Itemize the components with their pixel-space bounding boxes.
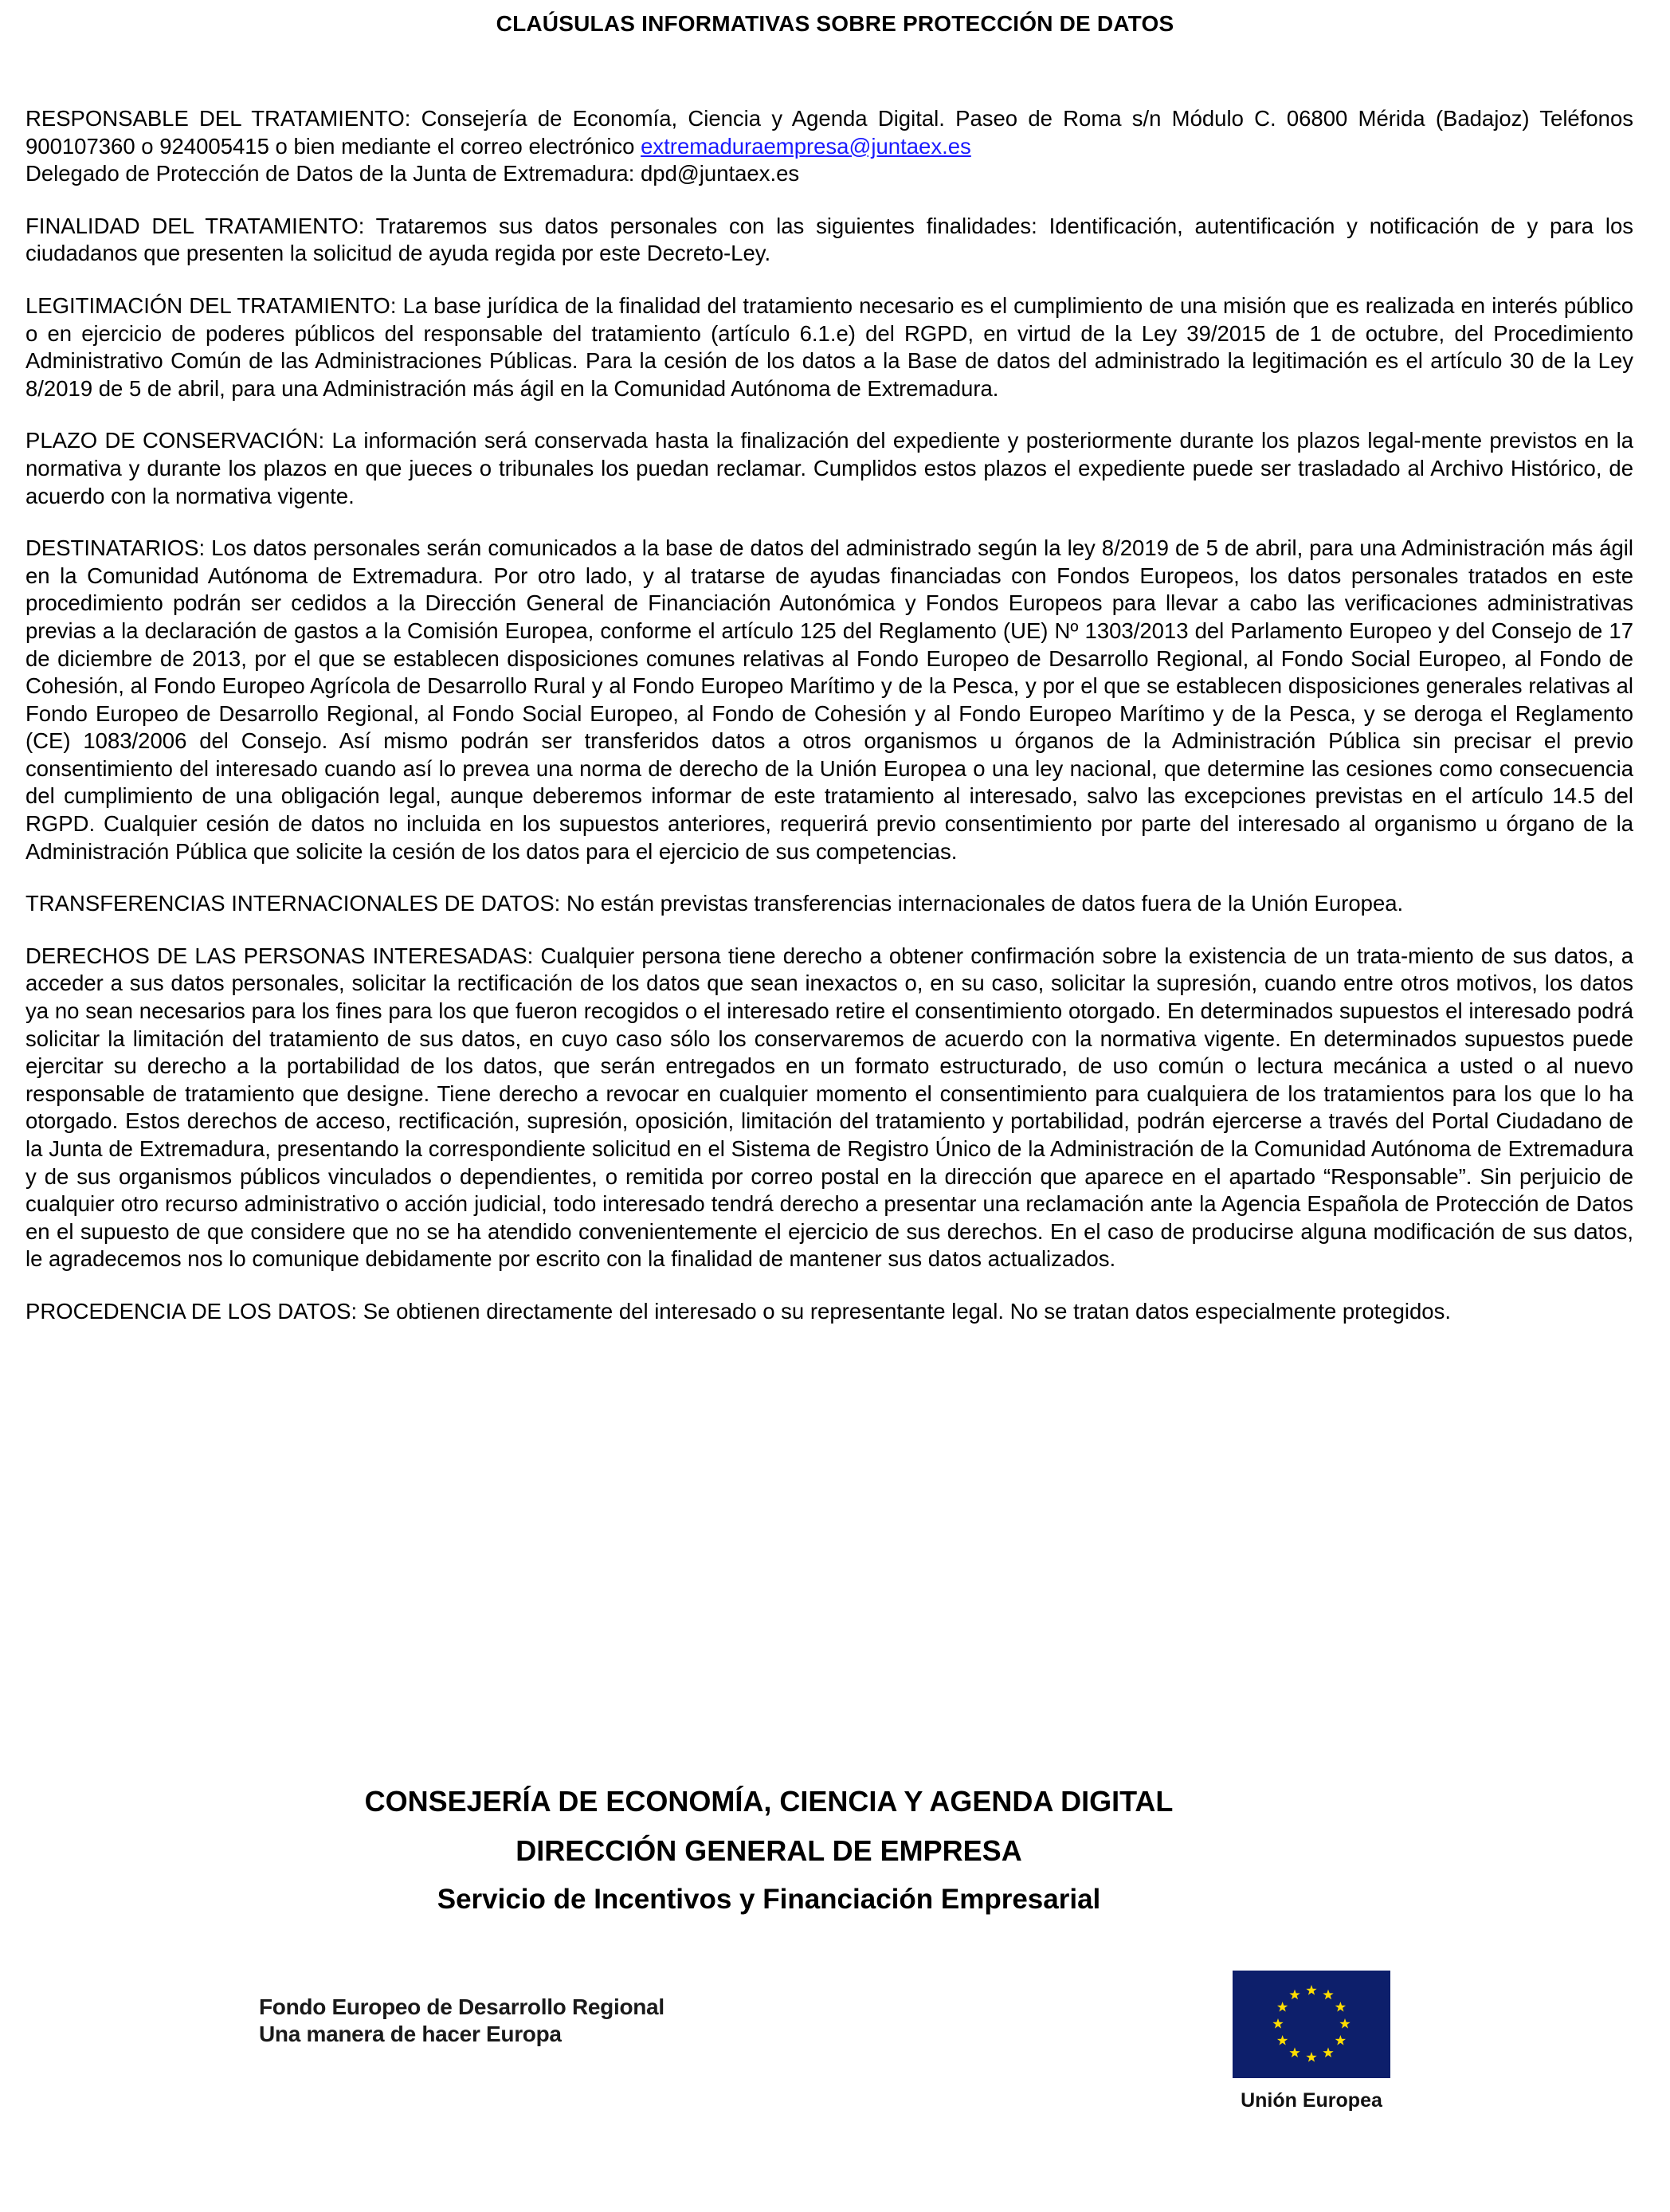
document-body — [25, 105, 1633, 1351]
section-transferencias: TRANSFERENCIAS INTERNACIONALES DE DATOS: No están previstas transferencias internacionales de datos fuera de la Unión Europea. — [25, 891, 1404, 916]
dpd-text: Delegado de Protección de Datos de la Junta de Extremadura: dpd@juntaex.es — [25, 161, 800, 186]
feder-line-2: Una manera de hacer Europa — [259, 2022, 562, 2046]
feder-logo-text — [259, 1994, 664, 2048]
section-finalidad: FINALIDAD DEL TRATAMIENTO: Trataremos sus datos personales con las siguientes finalidades: Identificación, autentificación y notificación de y para los ciudadanos que presenten la solicitud de ayuda regida por este Decreto-Ley. — [25, 213, 1633, 266]
section-plazo: PLAZO DE CONSERVACIÓN: La información será conservada hasta la finalización del expediente y posteriormente durante los plazos legal-mente previstos en la normativa y durante los plazos en que jueces o tribunales los puedan reclamar. Cumplidos estos plazos el expediente puede ser trasladado al Archivo Histórico, de acuerdo con la normativa vigente. — [25, 428, 1633, 508]
footer-direccion: DIRECCIÓN GENERAL DE EMPRESA — [516, 1834, 1022, 1867]
footer-consejeria: CONSEJERÍA DE ECONOMÍA, CIENCIA Y AGENDA DIGITAL — [364, 1785, 1174, 1818]
responsable-text: RESPONSABLE DEL TRATAMIENTO: Consejería de Economía, Ciencia y Agenda Digital. Paseo de Roma s/n Módulo C. 06800 Mérida (Badajoz) Teléfonos 900107360 o 924005415 o bien mediante el correo electrónico — [25, 106, 1633, 159]
section-destinatarios: DESTINATARIOS: Los datos personales serán comunicados a la base de datos del administrado según la ley 8/2019 de 5 de abril, para una Administración más ágil en la Comunidad Autónoma de Extremadura. Por otro lado, y al tratarse de ayudas financiadas con Fondos Europeos, los datos personales tratados en este procedimiento podrán ser cedidos a la Dirección General de Financiación Autonómica y Fondos Europeos para llevar a cabo las verificaciones administrativas previas a la declaración de gastos a la Comisión Europea, conforme el artículo 125 del Reglamento (UE) Nº 1303/2013 del Parlamento Europeo y del Consejo de 17 de diciembre de 2013, por el que se establecen disposiciones comunes relativas al Fondo Europeo de Desarrollo Regional, al Fondo Social Europeo, al Fondo de Cohesión, al Fondo Europeo Agrícola de Desarrollo Rural y al Fondo Europeo Marítimo y de la Pesca, y por el que se establecen disposiciones generales relativas al Fondo Europeo de Desarrollo Regional, al Fondo Social Europeo, al Fondo de Cohesión y al Fondo Europeo Marítimo y de la Pesca, y se deroga el Reglamento (CE) 1083/2006 del Consejo. Así mismo podrán ser transferidos datos a otros organismos u órganos de la Administración Pública sin precisar el previo consentimiento del interesado cuando así lo prevea una norma de derecho de la Unión Europea o una ley nacional, que determine las cesiones como consecuencia del cumplimiento de una obligación legal, aunque deberemos informar de este tratamiento al interesado, salvo las excepciones previstas en el artículo 14.5 del RGPD. Cualquier cesión de datos no incluida en los supuestos anteriores, requerirá previo consentimiento por parte del interesado al organismo u órgano de la Administración Pública que solicite la cesión de los datos para el ejercicio de sus competencias. — [25, 535, 1633, 864]
eu-label: Unión Europea — [1241, 2089, 1382, 2112]
section-derechos: DERECHOS DE LAS PERSONAS INTERESADAS: Cualquier persona tiene derecho a obtener confirmación sobre la existencia de un trata-miento de sus datos, a acceder a sus datos personales, solicitar la rectificación de los datos que sean inexactos o, en su caso, solicitar la supresión, cuando entre otros motivos, los datos ya no sean necesarios para los fines para los que fueron recogidos o el interesado retire el consentimiento otorgado. En determinados supuestos el interesado podrá solicitar la limitación del tratamiento de sus datos, en cuyo caso sólo los conservaremos de acuerdo con la normativa vigente. En determinados supuestos puede ejercitar su derecho a la portabilidad de los datos, que serán entregados en un formato estructurado, de uso común o lectura mecánica a usted o al nuevo responsable de tratamiento que designe. Tiene derecho a revocar en cualquier momento el consentimiento para cualquiera de los tratamientos para los que lo ha otorgado. Estos derechos de acceso, rectificación, supresión, oposición, limitación del tratamiento y portabilidad, podrán ejercerse a través del Portal Ciudadano de la Junta de Extremadura, presentando la correspondiente solicitud en el Sistema de Registro Único de la Administración de la Comunidad Autónoma de Extremadura y de sus organismos públicos vinculados o dependientes, o remitida por correo postal en la dirección que aparece en el apartado “Responsable”. Sin perjuicio de cualquier otro recurso administrativo o acción judicial, todo interesado tendrá derecho a presentar una reclamación ante la Agencia Española de Protección de Datos en el supuesto de que considere que no se ha atendido convenientemente el ejercicio de sus derechos. En el caso de producirse alguna modificación de sus datos, le agradecemos nos lo comunique debidamente por escrito con la finalidad de mantener sus datos actualizados. — [25, 943, 1633, 1272]
section-procedencia: PROCEDENCIA DE LOS DATOS: Se obtienen directamente del interesado o su representante legal. No se tratan datos especialmente protegidos. — [25, 1298, 1451, 1324]
document-title: CLAÚSULAS INFORMATIVAS SOBRE PROTECCIÓN DE DATOS — [496, 11, 1174, 36]
eu-emblem — [1233, 1971, 1390, 2112]
footer-servicio: Servicio de Incentivos y Financiación Empresarial — [437, 1884, 1101, 1915]
feder-line-1: Fondo Europeo de Desarrollo Regional — [259, 1994, 664, 2019]
eu-flag-icon — [1233, 1971, 1390, 2078]
section-legitimacion: LEGITIMACIÓN DEL TRATAMIENTO: La base jurídica de la finalidad del tratamiento necesario es el cumplimiento de una misión que es realizada en interés público o en ejercicio de poderes públicos del responsable del tratamiento (artículo 6.1.e) del RGPD, en virtud de la Ley 39/2015 de 1 de octubre, del Procedimiento Administrativo Común de las Administraciones Públicas. Para la cesión de los datos a la Base de datos del administrado la legitimación es el artículo 30 de la Ley 8/2019 de 5 de abril, para una Administración más ágil en la Comunidad Autónoma de Extremadura. — [25, 292, 1633, 401]
section-responsable — [25, 105, 1633, 188]
email-link[interactable]: extremaduraempresa@juntaex.es — [641, 133, 971, 159]
